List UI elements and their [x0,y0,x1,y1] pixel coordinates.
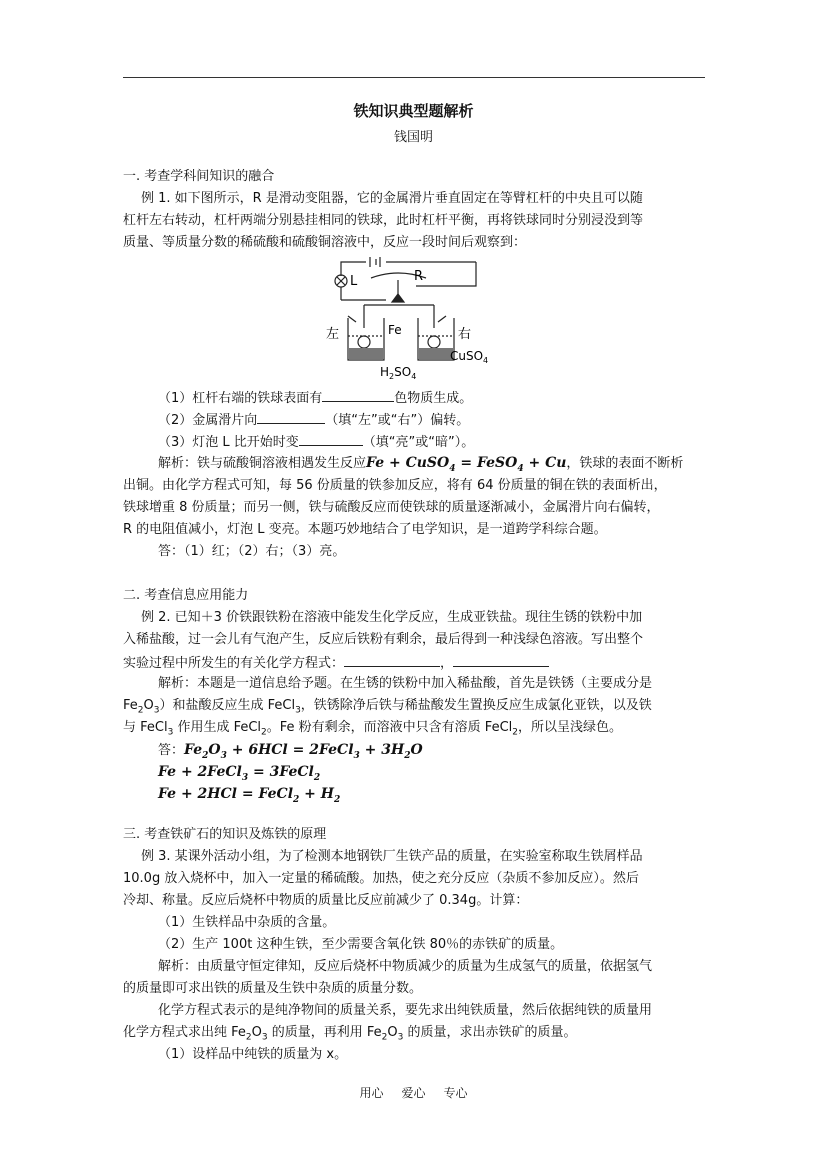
ex1-paragraph-line: 质量、等质量分数的稀硫酸和硫酸铜溶液中，反应一段时间后观察到： [123,235,527,250]
ex1-paragraph-line: 杠杆左右转动，杠杆两端分别悬挂相同的铁球，此时杠杆平衡，再将铁球同时分别浸没到等 [123,213,644,228]
ex2-analysis-line: 解析：本题是一道信息给予题。在生锈的铁粉中加入稀盐酸，首先是铁锈（主要成分是 [158,676,653,691]
section-heading-2: 二. 考查信息应用能力 [123,588,249,603]
fe-label: Fe [388,323,402,337]
ex2-paragraph-line: 实验过程中所发生的有关化学方程式： ， [123,652,549,674]
ex3-question-2: （2）生产 100t 这种生铁，至少需要含氧化铁 80％的赤铁矿的质量。 [158,937,564,952]
ex2-answer-eq2: Fe + 2FeCl$_3$ = 3FeCl$_2$ [158,764,321,783]
footer-item: 爱心 [401,1086,426,1100]
ex1-paragraph-line: 例 1. 如下图所示，R 是滑动变阻器，它的金属滑片垂直固定在等臂杠杆的中央且可以随 [141,191,643,206]
ex1-analysis-line: 解析：铁与硫酸铜溶液相遇发生反应Fe + CuSO$_4$ = FeSO$_4$ + Cu，铁球的表面不断析 [158,455,684,474]
right-label: 右 [458,327,472,342]
answer-blank [322,387,394,402]
ex2-answer-eq1: 答：$Fe_2O_3 + 6HCl$ = 2FeCl$_3$ + $3H_2O$ [158,742,423,761]
page-title: 铁知识典型题解析 [353,102,474,120]
ex1-analysis-line: R 的电阻值减小，灯泡 L 变亮。本题巧妙地结合了电学知识，是一道跨学科综合题。 [123,522,607,537]
ex2-paragraph-line: 例 2. 已知＋3 价铁跟铁粉在溶液中能发生化学反应，生成亚铁盐。现往生锈的铁粉中加 [141,610,643,625]
ex3-analysis-line: 化学方程式表示的是纯净物间的质量关系，要先求出纯铁质量，然后依据纯铁的质量用 [158,1003,653,1018]
ex3-analysis-line: 的质量即可求出铁的质量及生铁中杂质的质量分数。 [123,981,423,996]
ex3-analysis-line: 解析：由质量守恒定律知，反应后烧杯中物质减少的质量为生成氢气的质量，依据氢气 [158,959,653,974]
ex3-paragraph-line: 冷却、称量。反应后烧杯中物质的质量比反应前减少了 0.34g。计算： [123,893,529,908]
answer-blank [257,409,325,424]
ex1-question-2: （2）金属滑片向 （填“左”或“右”）偏转。 [158,409,469,431]
h2so4-label: $H_2SO_4$ [380,365,417,381]
ex1-analysis-line: 铁球增重 8 份质量；而另一侧，铁与硫酸反应而使铁球的质量逐渐减小，金属滑片向右偏转， [123,500,660,515]
ex3-question-1: （1）生铁样品中杂质的含量。 [158,915,336,930]
left-label: 左 [326,327,340,342]
ex1-question-1: （1）杠杆右端的铁球表面有 色物质生成。 [158,387,472,409]
ex2-analysis-line: 与 FeCl$_3$ 作用生成 FeCl$_2$。Fe 粉有剩余，而溶液中只含有溶质 FeCl$_2$，所以呈浅绿色。 [123,720,623,738]
footer-item: 用心 [359,1086,384,1100]
ex2-paragraph-line: 入稀盐酸，过一会儿有气泡产生，反应后铁粉有剩余，最后得到一种浅绿色溶液。写出整个 [123,632,644,647]
section-heading-3: 三. 考查铁矿石的知识及炼铁的原理 [123,827,327,842]
ex1-analysis-line: 出铜。由化学方程式可知，每 56 份质量的铁参加反应，将有 64 份质量的铜在铁的表面析出， [123,478,667,493]
answer-blank [344,652,440,667]
footer-item: 专心 [443,1086,468,1100]
ex3-paragraph-line: 10.0g 放入烧杯中，加入一定量的稀硫酸。加热，使之充分反应（杂质不参加反应）。然后 [123,871,639,886]
ex1-question-3: （3）灯泡 L 比开始时变 （填“亮”或“暗”）。 [158,431,474,453]
ex1-answer: 答：（1）红；（2）右；（3）亮。 [158,544,346,559]
resistor-label: R [414,269,424,284]
cuso4-label: CuSO$_4$ [450,349,489,365]
author: 钱国明 [393,130,433,145]
section-heading-1: 一. 考查学科间知识的融合 [123,169,275,184]
ex2-answer-eq3: Fe + 2HCl = FeCl$_2$ + $H_2$ [158,786,341,805]
answer-blank [453,652,549,667]
page-footer [0,1084,827,1101]
ex3-analysis-line: （1）设样品中纯铁的质量为 x。 [158,1047,348,1062]
ex3-analysis-line: 化学方程式求出纯 $Fe_2O_3$ 的质量，再利用 $Fe_2O_3$ 的质量，求出赤铁矿的质量。 [123,1025,577,1043]
lamp-label: L [350,274,358,289]
lever-circuit-diagram [326,256,506,381]
header-rule [123,77,705,78]
answer-blank [299,431,363,446]
reaction-equation: Fe + CuSO$_4$ = FeSO$_4$ + Cu [366,455,567,474]
ex3-paragraph-line: 例 3. 某课外活动小组，为了检测本地钢铁厂生铁产品的质量，在实验室称取生铁屑样品 [141,849,643,864]
ex2-analysis-line: $Fe_2O_3$）和盐酸反应生成 FeCl$_3$，铁锈除净后铁与稀盐酸发生置换反应生成氯化亚铁，以及铁 [123,698,652,716]
